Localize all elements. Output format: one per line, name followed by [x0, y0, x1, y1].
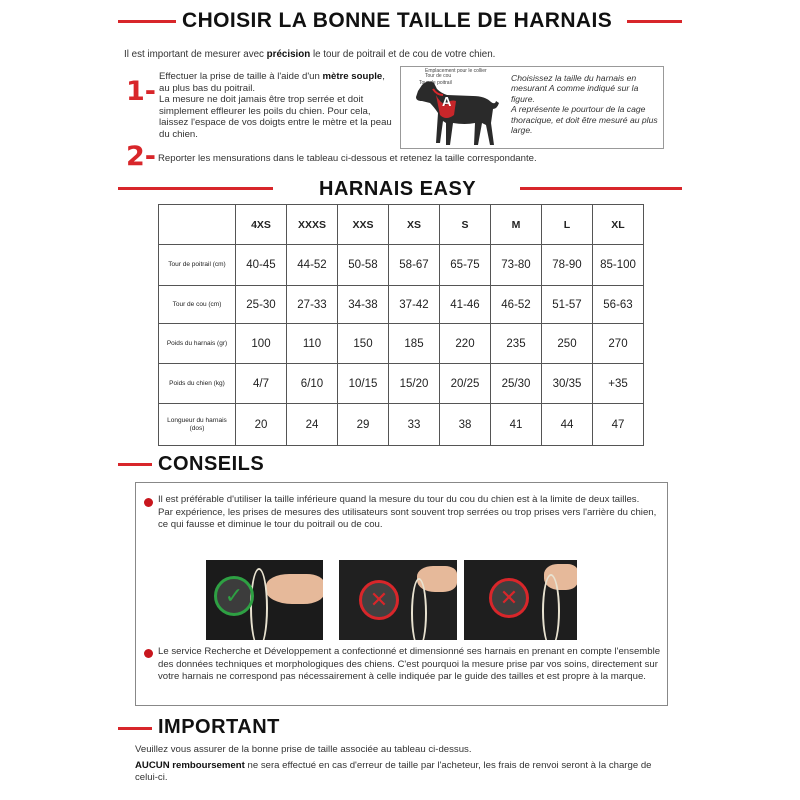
table-cell: +35 [593, 364, 644, 404]
size-header: M [491, 205, 542, 245]
step-1-text-pre: Effectuer la prise de taille à l'aide d'un [159, 71, 323, 82]
diagram-caption-1: Choisissez la taille du harnais en mesurant A comme indiqué sur la figure. [511, 73, 639, 104]
size-header: XS [389, 205, 440, 245]
measure-photo-wrong-2 [464, 560, 577, 640]
important-line-2-bold: AUCUN remboursement [135, 760, 245, 771]
measuring-tape-icon [250, 568, 268, 640]
table-cell: 6/10 [287, 364, 338, 404]
table-cell: 47 [593, 404, 644, 446]
table-row [159, 286, 644, 324]
step-1-text-post: , au plus bas du poitrail. [159, 71, 385, 94]
table-cell: 73-80 [491, 245, 542, 286]
table-cell: 185 [389, 324, 440, 364]
table-cell: 65-75 [440, 245, 491, 286]
conseils-rule [118, 463, 152, 466]
table-cell: 46-52 [491, 286, 542, 324]
table-cell: 50-58 [338, 245, 389, 286]
collar-location-label: Emplacement pour le collier [425, 68, 487, 74]
size-header: XL [593, 205, 644, 245]
important-line-1: Veuillez vous assurer de la bonne prise de taille associée au tableau ci-dessus. [135, 744, 472, 755]
table-cell: 15/20 [389, 364, 440, 404]
table-cell: 58-67 [389, 245, 440, 286]
table-cell: 24 [287, 404, 338, 446]
row-label: Poids du chien (kg) [159, 364, 236, 404]
hand-icon [266, 574, 323, 604]
table-cell: 25/30 [491, 364, 542, 404]
tip-1-text-b: Par expérience, les prises de mesures des utilisateurs sont souvent trop serrées ou trop prises vers l'arrière du chien, ce qui fausse et diminue le tour du poitrail ou de cou. [158, 506, 657, 530]
measure-photo-correct [206, 560, 323, 640]
step-1-number: 1- [126, 76, 156, 107]
table-corner-cell [159, 205, 236, 245]
table-row [159, 324, 644, 364]
table-cell: 37-42 [389, 286, 440, 324]
tip-1-text [158, 494, 661, 532]
table-cell: 78-90 [542, 245, 593, 286]
step-1-text-bold: mètre souple [322, 71, 383, 82]
title-rule-right [627, 20, 682, 23]
size-header: XXS [338, 205, 389, 245]
measuring-tape-icon [411, 578, 427, 640]
important-rule [118, 727, 152, 730]
table-cell: 29 [338, 404, 389, 446]
intro-text-pre: Il est important de mesurer avec [124, 49, 267, 60]
intro-text [124, 49, 495, 61]
row-label: Tour de poitrail (cm) [159, 245, 236, 286]
table-cell: 20 [236, 404, 287, 446]
table-cell: 85-100 [593, 245, 644, 286]
title-rule-left [118, 20, 176, 23]
table-cell: 34-38 [338, 286, 389, 324]
tip-1-bullet [144, 498, 153, 507]
tip-2-text: Le service Recherche et Développement a confectionné et dimensionné ses harnais en prenant en compte l'ensemble des données techniques et morphologiques des chiens. C'est pourquoi la mesure prise par vos soins, directement sur votre harnais ne correspond pas nécessairement à celle indiquée par le guide des tailles et est propre à la marque. [158, 646, 661, 682]
table-cell: 10/15 [338, 364, 389, 404]
measurement-diagram-box [400, 66, 664, 149]
table-cell: 41-46 [440, 286, 491, 324]
table-cell: 30/35 [542, 364, 593, 404]
cross-icon: ✕ [489, 578, 529, 618]
intro-text-post: le tour de poitrail et de cou de votre chien. [310, 49, 496, 60]
table-cell: 20/25 [440, 364, 491, 404]
table-cell: 56-63 [593, 286, 644, 324]
row-label: Tour de cou (cm) [159, 286, 236, 324]
important-line-2 [135, 760, 675, 784]
step-2-number: 2- [126, 141, 156, 172]
cross-icon: ✕ [359, 580, 399, 620]
table-row [159, 245, 644, 286]
table-cell: 100 [236, 324, 287, 364]
row-label: Longueur du harnais (dos) [159, 404, 236, 446]
neck-label: Tour de cou [425, 73, 452, 79]
important-title: IMPORTANT [158, 716, 280, 738]
dog-silhouette-icon [406, 73, 506, 147]
table-cell: 40-45 [236, 245, 287, 286]
page-title: CHOISIR LA BONNE TAILLE DE HARNAIS [182, 9, 613, 32]
table-cell: 220 [440, 324, 491, 364]
size-header: XXXS [287, 205, 338, 245]
table-cell: 235 [491, 324, 542, 364]
table-row [159, 364, 644, 404]
table-rule-right [520, 187, 682, 190]
table-cell: 25-30 [236, 286, 287, 324]
table-cell: 150 [338, 324, 389, 364]
step-1-text-2: La mesure ne doit jamais être trop serrée et doit simplement effleurer les poils du chien. Pour cela, laissez l'espace de vos doigts entre le mètre et la peau du chien. [159, 94, 392, 140]
check-icon: ✓ [214, 576, 254, 616]
tip-2-bullet [144, 649, 153, 658]
chest-label: Tour de poitrail [419, 80, 452, 86]
intro-text-bold: précision [266, 49, 311, 60]
table-cell: 270 [593, 324, 644, 364]
important-line-2-rest: ne sera effectué en cas d'erreur de taille par l'acheteur, les frais de renvoi seront à la charge de celui-ci. [135, 760, 652, 783]
measuring-tape-icon [542, 574, 560, 640]
table-cell: 4/7 [236, 364, 287, 404]
table-cell: 44-52 [287, 245, 338, 286]
tip-1-text-a: Il est préférable d'utiliser la taille inférieure quand la mesure du tour du cou du chien est à la limite de deux tailles. [158, 494, 640, 505]
table-cell: 41 [491, 404, 542, 446]
size-header: 4XS [236, 205, 287, 245]
conseils-title: CONSEILS [158, 453, 265, 475]
table-cell: 33 [389, 404, 440, 446]
table-rule-left [118, 187, 273, 190]
size-header: L [542, 205, 593, 245]
size-table [158, 204, 644, 446]
table-cell: 38 [440, 404, 491, 446]
step-2-text: Reporter les mensurations dans le tableau ci-dessous et retenez la taille correspondante. [158, 153, 537, 164]
table-cell: 250 [542, 324, 593, 364]
measure-marker-a: A [442, 94, 452, 109]
diagram-caption [511, 73, 659, 135]
table-title: HARNAIS EASY [319, 178, 477, 200]
step-1-text [159, 71, 394, 140]
table-cell: 51-57 [542, 286, 593, 324]
row-label: Poids du harnais (gr) [159, 324, 236, 364]
table-row [159, 404, 644, 446]
size-header: S [440, 205, 491, 245]
table-cell: 44 [542, 404, 593, 446]
diagram-caption-2: A représente le pourtour de la cage thoracique, et doit être mesuré au plus large. [511, 104, 658, 136]
conseils-panel [135, 482, 668, 706]
table-header-row [159, 205, 644, 245]
measure-photo-wrong-1 [339, 560, 457, 640]
table-cell: 110 [287, 324, 338, 364]
table-cell: 27-33 [287, 286, 338, 324]
